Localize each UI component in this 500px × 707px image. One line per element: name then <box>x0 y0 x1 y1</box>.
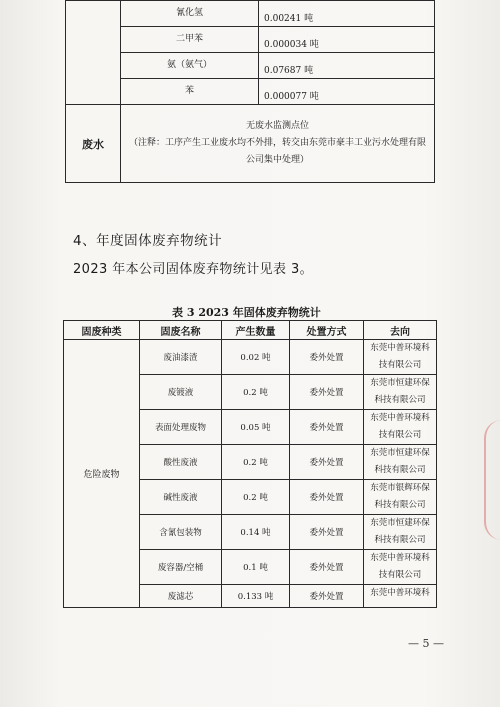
destination <box>364 480 437 515</box>
destination-line-1: 东莞市恒建环保 <box>370 378 430 388</box>
destination-line-2: 科技有限公司 <box>374 535 426 545</box>
disposal-method: 委外处置 <box>290 375 364 410</box>
destination-line-1: 东莞中普环境科 <box>370 413 430 423</box>
destination <box>364 445 437 480</box>
waste-quantity: 0.2 吨 <box>222 480 290 515</box>
waste-name: 碱性废液 <box>140 480 222 515</box>
waste-quantity: 0.05 吨 <box>222 410 290 445</box>
destination-line-2: 科技有限公司 <box>374 465 426 475</box>
disposal-method: 委外处置 <box>290 340 364 375</box>
pollutant-amount: 0.000034 吨 <box>259 27 435 53</box>
section-heading: 4、年度固体废弃物统计 <box>73 233 223 249</box>
wastewater-line-1: 无废水监测点位 <box>245 121 309 131</box>
emission-row <box>66 79 435 105</box>
waste-quantity: 0.2 吨 <box>222 375 290 410</box>
pollutant-amount: 0.00241 吨 <box>259 1 435 27</box>
destination <box>364 515 437 550</box>
wastewater-row <box>66 105 435 183</box>
destination-line-1: 东莞市恒建环保 <box>370 518 430 528</box>
waste-type-cell: 危险废物 <box>64 340 140 608</box>
emission-row <box>66 1 435 27</box>
destination-line-1: 东莞市恒建环保 <box>370 448 430 458</box>
disposal-method: 委外处置 <box>290 410 364 445</box>
disposal-method: 委外处置 <box>290 585 364 608</box>
disposal-method: 委外处置 <box>290 550 364 585</box>
destination-line-2: 技有限公司 <box>378 430 422 440</box>
destination <box>364 375 437 410</box>
table-header-row <box>64 321 437 340</box>
pollutant-name: 苯 <box>121 79 259 105</box>
waste-name: 废镀液 <box>140 375 222 410</box>
pollutant-name: 氨（氨气） <box>121 53 259 79</box>
destination <box>364 410 437 445</box>
waste-name: 废滤芯 <box>140 585 222 608</box>
wastewater-line-3: 公司集中处理） <box>245 155 309 165</box>
table-caption: 表 3 2023 年固体废弃物统计 <box>172 306 321 319</box>
destination-line-2: 科技有限公司 <box>374 500 426 510</box>
wastewater-line-2: （注释：工序产生工业废水均不外排，转交由东莞市豪丰工业污水处理有限 <box>128 138 426 148</box>
waste-name: 酸性废液 <box>140 445 222 480</box>
destination-line-1: 东莞中普环境科 <box>370 343 430 353</box>
solid-waste-table <box>63 320 437 608</box>
section-text: 2023 年本公司固体废弃物统计见表 3。 <box>73 262 314 277</box>
destination-line-1: 东莞中普环境科 <box>370 553 430 563</box>
wastewater-label: 废水 <box>66 105 121 183</box>
destination <box>364 550 437 585</box>
emission-row <box>66 27 435 53</box>
waste-quantity: 0.133 吨 <box>222 585 290 608</box>
disposal-method: 委外处置 <box>290 445 364 480</box>
waste-name: 废容器/空桶 <box>140 550 222 585</box>
pollutant-name: 氰化氢 <box>121 1 259 27</box>
destination <box>364 340 437 375</box>
header-waste-type: 固废种类 <box>64 321 140 340</box>
destination-line-2: 技有限公司 <box>378 360 422 370</box>
waste-quantity: 0.02 吨 <box>222 340 290 375</box>
waste-name: 表面处理废物 <box>140 410 222 445</box>
disposal-method: 委外处置 <box>290 480 364 515</box>
waste-quantity: 0.2 吨 <box>222 445 290 480</box>
header-quantity: 产生数量 <box>222 321 290 340</box>
page-number: — 5 — <box>408 637 444 650</box>
emissions-table <box>65 0 435 183</box>
waste-quantity: 0.14 吨 <box>222 515 290 550</box>
emission-category-cell <box>66 1 121 105</box>
pollutant-amount: 0.07687 吨 <box>259 53 435 79</box>
waste-name: 含氰包装物 <box>140 515 222 550</box>
destination-line-2: 科技有限公司 <box>374 395 426 405</box>
waste-quantity: 0.1 吨 <box>222 550 290 585</box>
destination-line-1: 东莞市银辉环保 <box>370 483 430 493</box>
destination-line-1: 东莞中普环境科 <box>370 588 430 598</box>
disposal-method: 委外处置 <box>290 515 364 550</box>
pollutant-amount: 0.000077 吨 <box>259 79 435 105</box>
destination <box>364 585 437 608</box>
emission-row <box>66 53 435 79</box>
pollutant-name: 二甲苯 <box>121 27 259 53</box>
wastewater-note <box>121 105 435 183</box>
destination-line-2: 技有限公司 <box>378 570 422 580</box>
header-disposal-method: 处置方式 <box>290 321 364 340</box>
waste-name: 废油漆渣 <box>140 340 222 375</box>
red-seal-edge <box>484 420 500 540</box>
header-waste-name: 固废名称 <box>140 321 222 340</box>
header-destination: 去向 <box>364 321 437 340</box>
table-row <box>64 340 437 375</box>
